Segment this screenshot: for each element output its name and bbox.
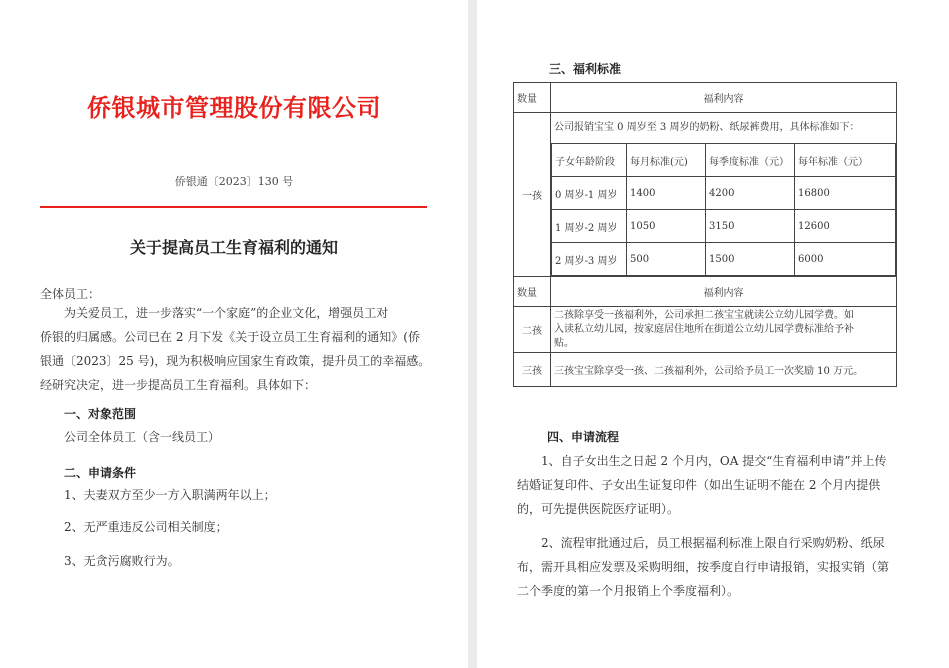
intro-line: 侨银的归属感。公司已在 2 月下发《关于设立员工生育福利的通知》(侨 — [40, 330, 420, 344]
table-cell: 4200 — [706, 177, 795, 210]
section-heading-standards: 三、福利标准 — [549, 62, 622, 76]
company-header: 侨银城市管理股份有限公司 — [87, 94, 381, 122]
document-page-left — [0, 0, 468, 668]
table-row — [552, 177, 896, 210]
salutation: 全体员工： — [40, 287, 101, 301]
first-child-intro: 公司报销宝宝 0 周岁至 3 周岁的奶粉、纸尿裤费用，具体标准如下： — [554, 122, 860, 133]
condition-item: 2、无严重违反公司相关制度； — [64, 520, 228, 534]
section-heading-conditions: 二、申请条件 — [64, 466, 137, 480]
table-cell: 16800 — [795, 177, 896, 210]
inner-header-cell: 子女年龄阶段 — [552, 144, 627, 177]
second-child-text: 入读私立幼儿园，按家庭居住地所在街道公立幼儿园学费标准给予补 — [554, 323, 854, 335]
notice-title: 关于提高员工生育福利的通知 — [129, 238, 338, 257]
table-row — [552, 243, 896, 276]
third-child-text: 三孩宝宝除享受一孩、二孩福利外，公司给予员工一次奖励 10 万元。 — [551, 353, 897, 387]
process-line: 2、流程审批通过后，员工根据福利标准上限自行采购奶粉、纸尿 — [541, 536, 885, 550]
inner-header-cell: 每月标准(元) — [627, 144, 706, 177]
table-cell: 1 周岁-2 周岁 — [552, 210, 627, 243]
inner-header-cell: 每季度标准（元） — [706, 144, 795, 177]
intro-line: 为关爱员工，进一步落实“一个家庭”的企业文化，增强员工对 — [64, 306, 389, 320]
document-number: 侨银通〔2023〕130 号 — [174, 175, 294, 188]
inner-header-cell: 每年标准（元） — [795, 144, 896, 177]
intro-line: 经研究决定，进一步提高员工生育福利。具体如下： — [40, 378, 317, 392]
row-label-second: 二孩 — [514, 307, 551, 353]
process-line: 二个季度的第一个月报销上个季度福利）。 — [517, 584, 740, 598]
section-heading-process: 四、申请流程 — [547, 430, 620, 444]
table-cell: 2 周岁-3 周岁 — [552, 243, 627, 276]
scope-text: 公司全体员工（含一线员工） — [64, 430, 221, 444]
table-cell: 1400 — [627, 177, 706, 210]
row-label-third: 三孩 — [514, 353, 551, 387]
table-cell: 1050 — [627, 210, 706, 243]
second-child-text: 贴。 — [554, 337, 574, 349]
table-cell: 1500 — [706, 243, 795, 276]
col-header-content: 福利内容 — [551, 277, 897, 307]
col-header-count: 数量 — [514, 277, 551, 307]
process-line: 布，需开具相应发票及采购明细，按季度自行申请报销，实报实销（第 — [517, 560, 890, 574]
second-child-text: 二孩除享受一孩福利外，公司承担二孩宝宝就读公立幼儿园学费。如 — [554, 309, 854, 321]
col-header-content: 福利内容 — [551, 83, 897, 113]
col-header-count: 数量 — [514, 83, 551, 113]
intro-line: 银通〔2023〕25 号)，现为积极响应国家生育政策，提升员工的幸福感。 — [40, 354, 431, 368]
standards-inner-table — [551, 143, 896, 276]
table-row — [552, 210, 896, 243]
table-cell: 6000 — [795, 243, 896, 276]
table-cell: 3150 — [706, 210, 795, 243]
second-child-cell — [551, 307, 897, 353]
benefit-table — [513, 82, 897, 387]
process-line: 1、自子女出生之日起 2 个月内，OA 提交“生育福利申请”并上传 — [541, 454, 887, 468]
condition-item: 3、无贪污腐败行为。 — [64, 554, 180, 568]
process-line: 结婚证复印件、子女出生证复印件（如出生证明不能在 2 个月内提供 — [517, 478, 881, 492]
process-line: 的，可先提供医院医疗证明）。 — [517, 502, 680, 516]
table-cell: 12600 — [795, 210, 896, 243]
section-heading-scope: 一、对象范围 — [64, 407, 137, 421]
condition-item: 1、夫妻双方至少一方入职满两年以上； — [64, 488, 276, 502]
table-cell: 0 周岁-1 周岁 — [552, 177, 627, 210]
row-label-first: 一孩 — [514, 113, 551, 277]
red-divider — [40, 206, 427, 208]
document-page-right — [477, 0, 949, 668]
first-child-cell — [551, 113, 897, 277]
table-cell: 500 — [627, 243, 706, 276]
